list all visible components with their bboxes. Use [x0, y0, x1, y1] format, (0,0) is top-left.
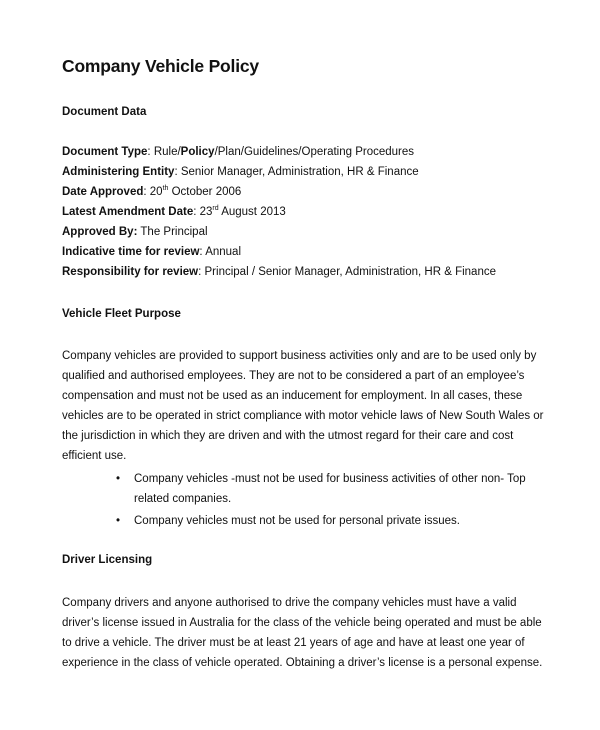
- bullet-icon: •: [116, 515, 121, 527]
- field-label: Indicative time for review: [62, 246, 200, 258]
- field-value-part: Rule/: [153, 146, 181, 158]
- field-value-rest: October 2006: [168, 186, 242, 198]
- field-label: Administering Entity: [62, 166, 175, 178]
- field-value: The Principal: [140, 226, 208, 238]
- ordinal-suffix: th: [162, 185, 169, 192]
- field-value-day: 20: [149, 186, 163, 198]
- document-title: Company Vehicle Policy: [62, 56, 259, 76]
- bullet-icon: •: [116, 473, 121, 485]
- field-date-approved: Date Approved: 20th October 2006: [62, 185, 242, 198]
- section-heading-document-data: Document Data: [62, 106, 147, 118]
- field-value-part: /Plan/Guidelines/Operating Procedures: [214, 146, 415, 158]
- field-value: Annual: [205, 246, 241, 258]
- vehicle-usage-bullet-list: [112, 469, 526, 533]
- field-label: Date Approved: [62, 186, 144, 198]
- field-label: Latest Amendment Date: [62, 206, 194, 218]
- field-value: Principal / Senior Manager, Administration, HR & Finance: [204, 266, 496, 278]
- field-label: Responsibility for review: [62, 266, 199, 278]
- bullet-item: • Company vehicles must not be used for personal private issues.: [112, 511, 526, 531]
- field-value-rest: August 2013: [218, 206, 286, 218]
- vehicle-fleet-purpose-paragraph: Company vehicles are provided to support business activities only and are to be used only by qualified and authorised employees. They are not to be considered a part of an employee’s compensation and must not be used as an inducement for employment. In all cases, these vehicles are to be operated in strict compliance with motor vehicle laws of New South Wales or the jurisdiction in which they are driven and with the utmost regard for their care and cost efficient use.: [62, 350, 544, 462]
- ordinal-suffix: rd: [212, 205, 219, 212]
- driver-licensing-paragraph: Company drivers and anyone authorised to drive the company vehicles must have a valid driver’s license issued in Australia for the class of the vehicle being operated and must be able to drive a vehicle. The driver must be at least 21 years of age and have at least one year of experience in the class of vehicle operated. Obtaining a driver’s license is a personal expense.: [62, 597, 543, 669]
- field-latest-amendment-date: Latest Amendment Date: 23rd August 2013: [62, 205, 286, 218]
- field-indicative-review-time: Indicative time for review: Annual: [62, 246, 241, 258]
- section-heading-vehicle-fleet-purpose: Vehicle Fleet Purpose: [62, 308, 181, 320]
- section-heading-driver-licensing: Driver Licensing: [62, 554, 153, 566]
- field-label: Approved By:: [62, 226, 138, 238]
- field-administering-entity: Administering Entity: Senior Manager, Administration, HR & Finance: [62, 166, 419, 178]
- field-document-type: Document Type: Rule/Policy/Plan/Guidelines/Operating Procedures: [62, 146, 415, 158]
- field-approved-by: [62, 226, 208, 238]
- field-value-day: 23: [199, 206, 213, 218]
- field-value-part-bold: Policy: [180, 146, 215, 158]
- field-responsibility-for-review: Responsibility for review: Principal / Senior Manager, Administration, HR & Finance: [62, 266, 496, 278]
- bullet-item: • Company vehicles -must not be used for business activities of other non- Top related companies.: [112, 469, 526, 509]
- field-value: Senior Manager, Administration, HR & Finance: [180, 166, 419, 178]
- field-label: Document Type: [62, 146, 148, 158]
